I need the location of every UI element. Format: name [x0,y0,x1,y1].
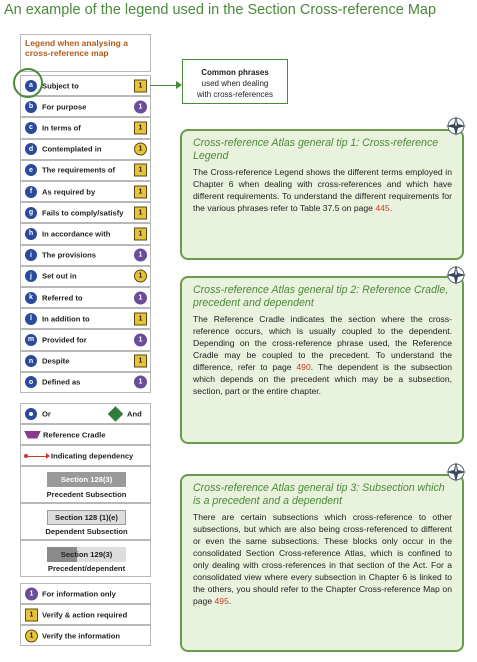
legend-phrase: The requirements of [42,165,115,175]
tip-box-2 [180,276,464,444]
compass-icon [445,461,467,483]
reference-cradle-icon [24,431,41,439]
tip-title: Cross-reference Atlas general tip 3: Subsection which is a precedent and a dependent [193,482,445,507]
legend-row [20,351,151,372]
tip-box-1 [180,129,464,260]
legend-row-cradle [20,424,151,445]
common-phrases-line: with cross-references [196,90,274,99]
legend-row-precedent-dependent [20,540,151,577]
legend-row [20,372,151,393]
legend-phrase: Set out in [42,271,77,281]
legend-letter-icon: a [25,80,37,92]
legend-badge-icon: 1 [134,206,147,219]
legend-row [20,223,151,244]
legend-badge-icon: 1 [134,355,147,368]
legend-letter-icon: b [25,101,37,113]
legend-row [20,96,151,117]
legend-badge-icon: 1 [134,164,147,177]
subject-highlight-ring [13,68,43,98]
and-label: And [127,409,142,418]
legend-row-dependent [20,503,151,540]
legend-letter-icon: o [25,376,37,388]
legend-letter-icon: e [25,164,37,176]
legend-footer-label: For information only [42,589,116,598]
precedent-dependent-caption: Precedent/dependent [47,564,126,573]
legend-phrase: Referred to [42,293,83,303]
legend-letter-icon: i [25,249,37,261]
common-phrases-title: Common phrases [201,68,269,77]
legend-badge-icon: 1 [134,312,147,325]
legend-row [20,202,151,223]
common-phrases-line: used when dealing [201,79,269,88]
legend-badge-icon: 1 [134,376,147,389]
legend-phrase: As required by [42,187,96,197]
precedent-dependent-section-block: Section 129(3) [47,547,126,562]
legend-row [20,308,151,329]
legend-phrase: In addition to [42,314,90,324]
legend-header: Legend when analysing a cross-reference map [20,34,151,72]
legend-badge-icon: 1 [134,270,147,283]
tip-body: There are certain subsections which cross-reference to other subsections, but which are also being cross-referenced to different or even the same subsections. These blocks only occur in the consolidated Section Cross-reference Atlas, which is confined to only dealing with cross-references in that section of the Act. For a consolidated view where every subsection in Chapter 6 is linked to the others, you should refer to the Chapter Cross-reference Map on page 495. [193,512,452,606]
legend-letter-icon: l [25,313,37,325]
legend-footer-row [20,583,151,604]
legend-footer-label: Verify the information [42,631,121,640]
legend-badge-icon: 1 [134,227,147,240]
tip-title: Cross-reference Atlas general tip 1: Cross-reference Legend [193,137,439,162]
compass-icon [445,264,467,286]
common-phrases-box [182,59,288,104]
dependent-caption: Dependent Subsection [45,527,128,536]
or-label: Or [42,409,51,418]
legend-badge-icon: 1 [134,333,147,346]
legend-phrase: For purpose [42,102,87,112]
dependent-section-block: Section 128 (1)(e) [47,510,126,525]
and-icon [108,406,124,422]
legend-row [20,160,151,181]
legend-row [20,329,151,350]
legend-letter-icon: d [25,143,37,155]
reference-cradle-label: Reference Cradle [43,430,106,439]
legend-badge-icon: 1 [134,185,147,198]
legend-badge-icon: 1 [25,608,38,621]
page-reference[interactable]: 495 [214,596,229,606]
tip-body: The Reference Cradle indicates the section where the cross-reference occurs, which is usually coupled to the dependent. Depending on the cross-reference phrase used, the Reference Cradle may be coupled to the precedent. To understand the difference, refer to page 490. The dependent is the subsection which depends on the precedent which may be a subsection, section, part or the entire chapter. [193,314,452,396]
dependency-arrow-icon [25,456,47,457]
legend-phrase: Despite [42,356,70,366]
legend-phrase: In terms of [42,123,81,133]
legend-badge-icon: 1 [25,587,38,600]
legend-badge-icon: 1 [25,629,38,642]
legend-row [20,266,151,287]
legend-row [20,181,151,202]
tip-title: Cross-reference Atlas general tip 2: Reference Cradle, precedent and dependent [193,284,449,309]
or-icon [25,408,37,420]
legend-badge-icon: 1 [134,143,147,156]
legend-badge-icon: 1 [134,121,147,134]
legend-phrase: Provided for [42,335,87,345]
legend-phrase: Subject to [42,81,79,91]
legend-footer-row [20,604,151,625]
legend-badge-icon: 1 [134,79,147,92]
tip-body: The Cross-reference Legend shows the different terms employed in Chapter 6 when dealing with cross-references and which have different requirements. To understand the different requirements for the various phrases refer to Table 37.5 on page 445. [193,167,452,213]
legend-letter-icon: c [25,122,37,134]
legend-row-or-and [20,403,151,424]
legend-phrase: The provisions [42,250,97,260]
legend-badge-icon: 1 [134,249,147,262]
page-reference[interactable]: 490 [296,362,311,372]
dependency-label: Indicating dependency [51,451,134,460]
legend-phrase: Fails to comply/satisfy [42,208,124,218]
legend-letter-icon: m [25,334,37,346]
legend-footer-label: Verify & action required [42,610,128,619]
compass-icon [445,115,467,137]
legend-row [20,287,151,308]
precedent-caption: Precedent Subsection [46,490,127,499]
legend-letter-icon: h [25,228,37,240]
legend-badge-icon: 1 [134,100,147,113]
legend-footer-row [20,625,151,646]
legend-letter-icon: k [25,292,37,304]
connector-line [150,85,178,86]
legend-phrase: Defined as [42,377,81,387]
page-title: An example of the legend used in the Section Cross-reference Map [4,2,437,18]
legend-row [20,117,151,138]
legend-letter-icon: j [25,270,37,282]
legend-letter-icon: f [25,186,37,198]
legend-badge-icon: 1 [134,291,147,304]
legend-row-dependency [20,445,151,466]
legend-row [20,245,151,266]
tip-box-3 [180,474,464,652]
legend-letter-icon: g [25,207,37,219]
legend-row [20,139,151,160]
legend-row-precedent [20,466,151,503]
legend-phrase: In accordance with [42,229,111,239]
page-reference[interactable]: 445 [375,203,390,213]
legend-letter-icon: n [25,355,37,367]
precedent-section-block: Section 128(3) [47,472,126,487]
legend-phrase: Contemplated in [42,144,102,154]
